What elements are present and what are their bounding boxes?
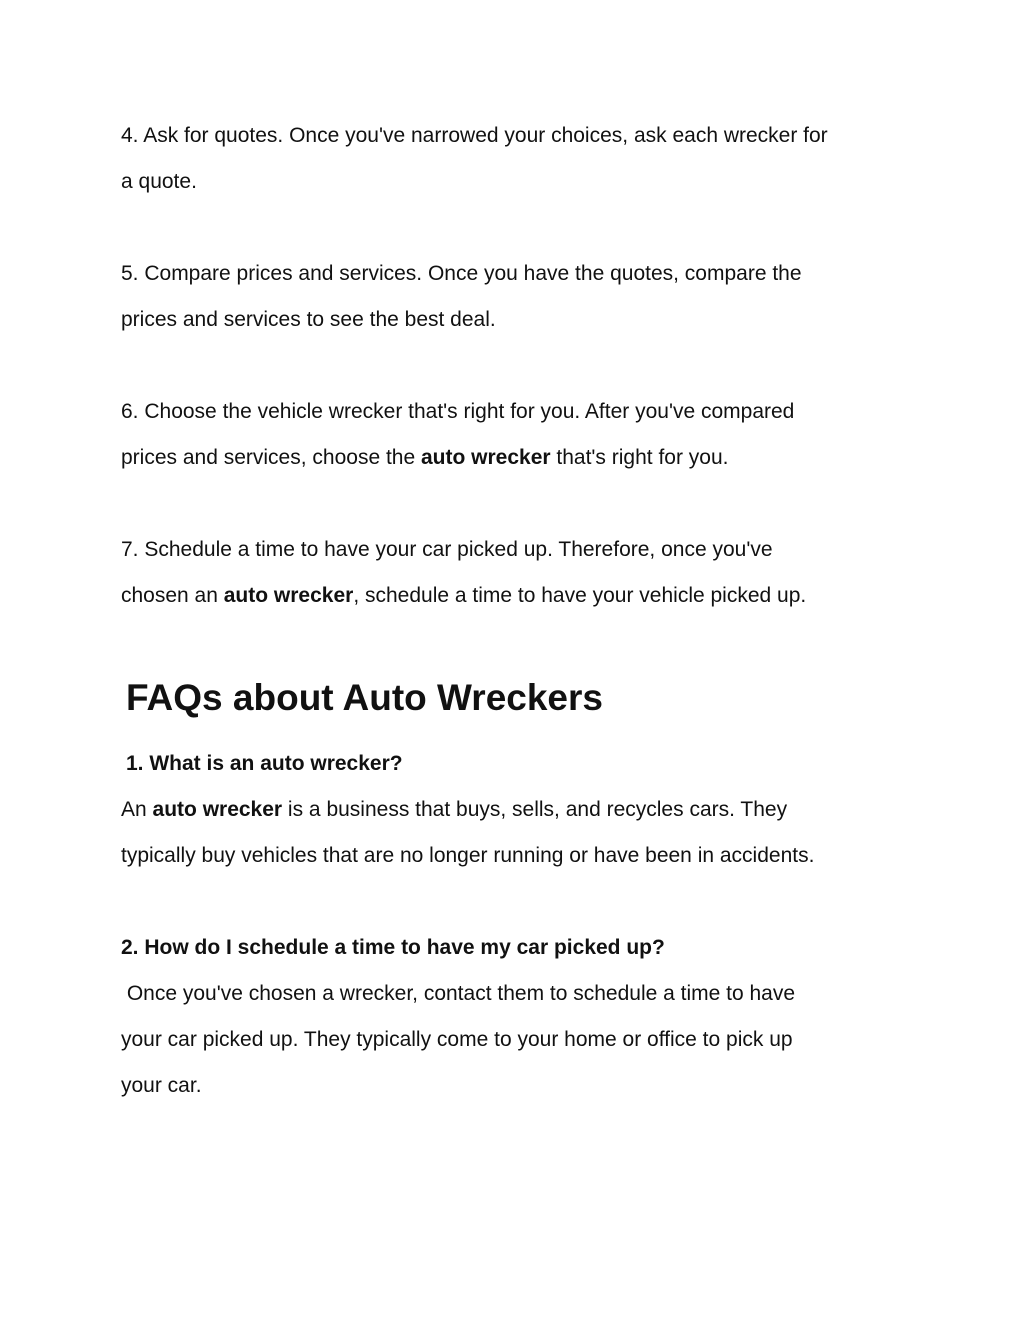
faq-answer-1-line-1 bbox=[121, 796, 787, 824]
step-6-keyword: auto wrecker bbox=[421, 446, 551, 469]
step-6-line-1: 6. Choose the vehicle wrecker that's right for you. After you've compared bbox=[121, 400, 795, 423]
step-7-line-1: 7. Schedule a time to have your car picked up. Therefore, once you've bbox=[121, 538, 773, 561]
faq-answer-2-line-1: Once you've chosen a wrecker, contact them to schedule a time to have bbox=[121, 982, 796, 1005]
step-7-line-2 bbox=[121, 582, 806, 610]
faq-answer-1-keyword: auto wrecker bbox=[152, 798, 283, 821]
step-4-line-1: 4. Ask for quotes. Once you've narrowed your choices, ask each wrecker for bbox=[121, 124, 828, 147]
step-7-line-2-pre: chosen an bbox=[121, 584, 224, 607]
step-6-line-2-pre: prices and services, choose the bbox=[121, 446, 421, 469]
faq-answer-1-post: is a business that buys, sells, and recycles cars. They bbox=[282, 798, 788, 821]
step-5-line-2: prices and services to see the best deal. bbox=[121, 308, 496, 331]
step-5-line-1: 5. Compare prices and services. Once you have the quotes, compare the bbox=[121, 262, 802, 285]
step-6-line-2 bbox=[121, 444, 729, 472]
faq-answer-1-line-2: typically buy vehicles that are no longer running or have been in accidents. bbox=[121, 844, 815, 867]
faq-answer-2-line-3: your car. bbox=[121, 1074, 202, 1097]
faq-answer-1-pre: An bbox=[121, 798, 153, 821]
step-6-line-2-post: that's right for you. bbox=[550, 446, 729, 469]
step-7-keyword: auto wrecker bbox=[223, 584, 354, 607]
step-4-line-2: a quote. bbox=[121, 170, 197, 193]
faq-question-1: 1. What is an auto wrecker? bbox=[126, 752, 403, 775]
faq-answer-2-line-2: your car picked up. They typically come to your home or office to pick up bbox=[121, 1028, 793, 1051]
step-7-line-2-post: , schedule a time to have your vehicle picked up. bbox=[353, 584, 807, 607]
faq-question-2: 2. How do I schedule a time to have my car picked up? bbox=[121, 936, 665, 959]
faq-heading: FAQs about Auto Wreckers bbox=[126, 677, 603, 718]
